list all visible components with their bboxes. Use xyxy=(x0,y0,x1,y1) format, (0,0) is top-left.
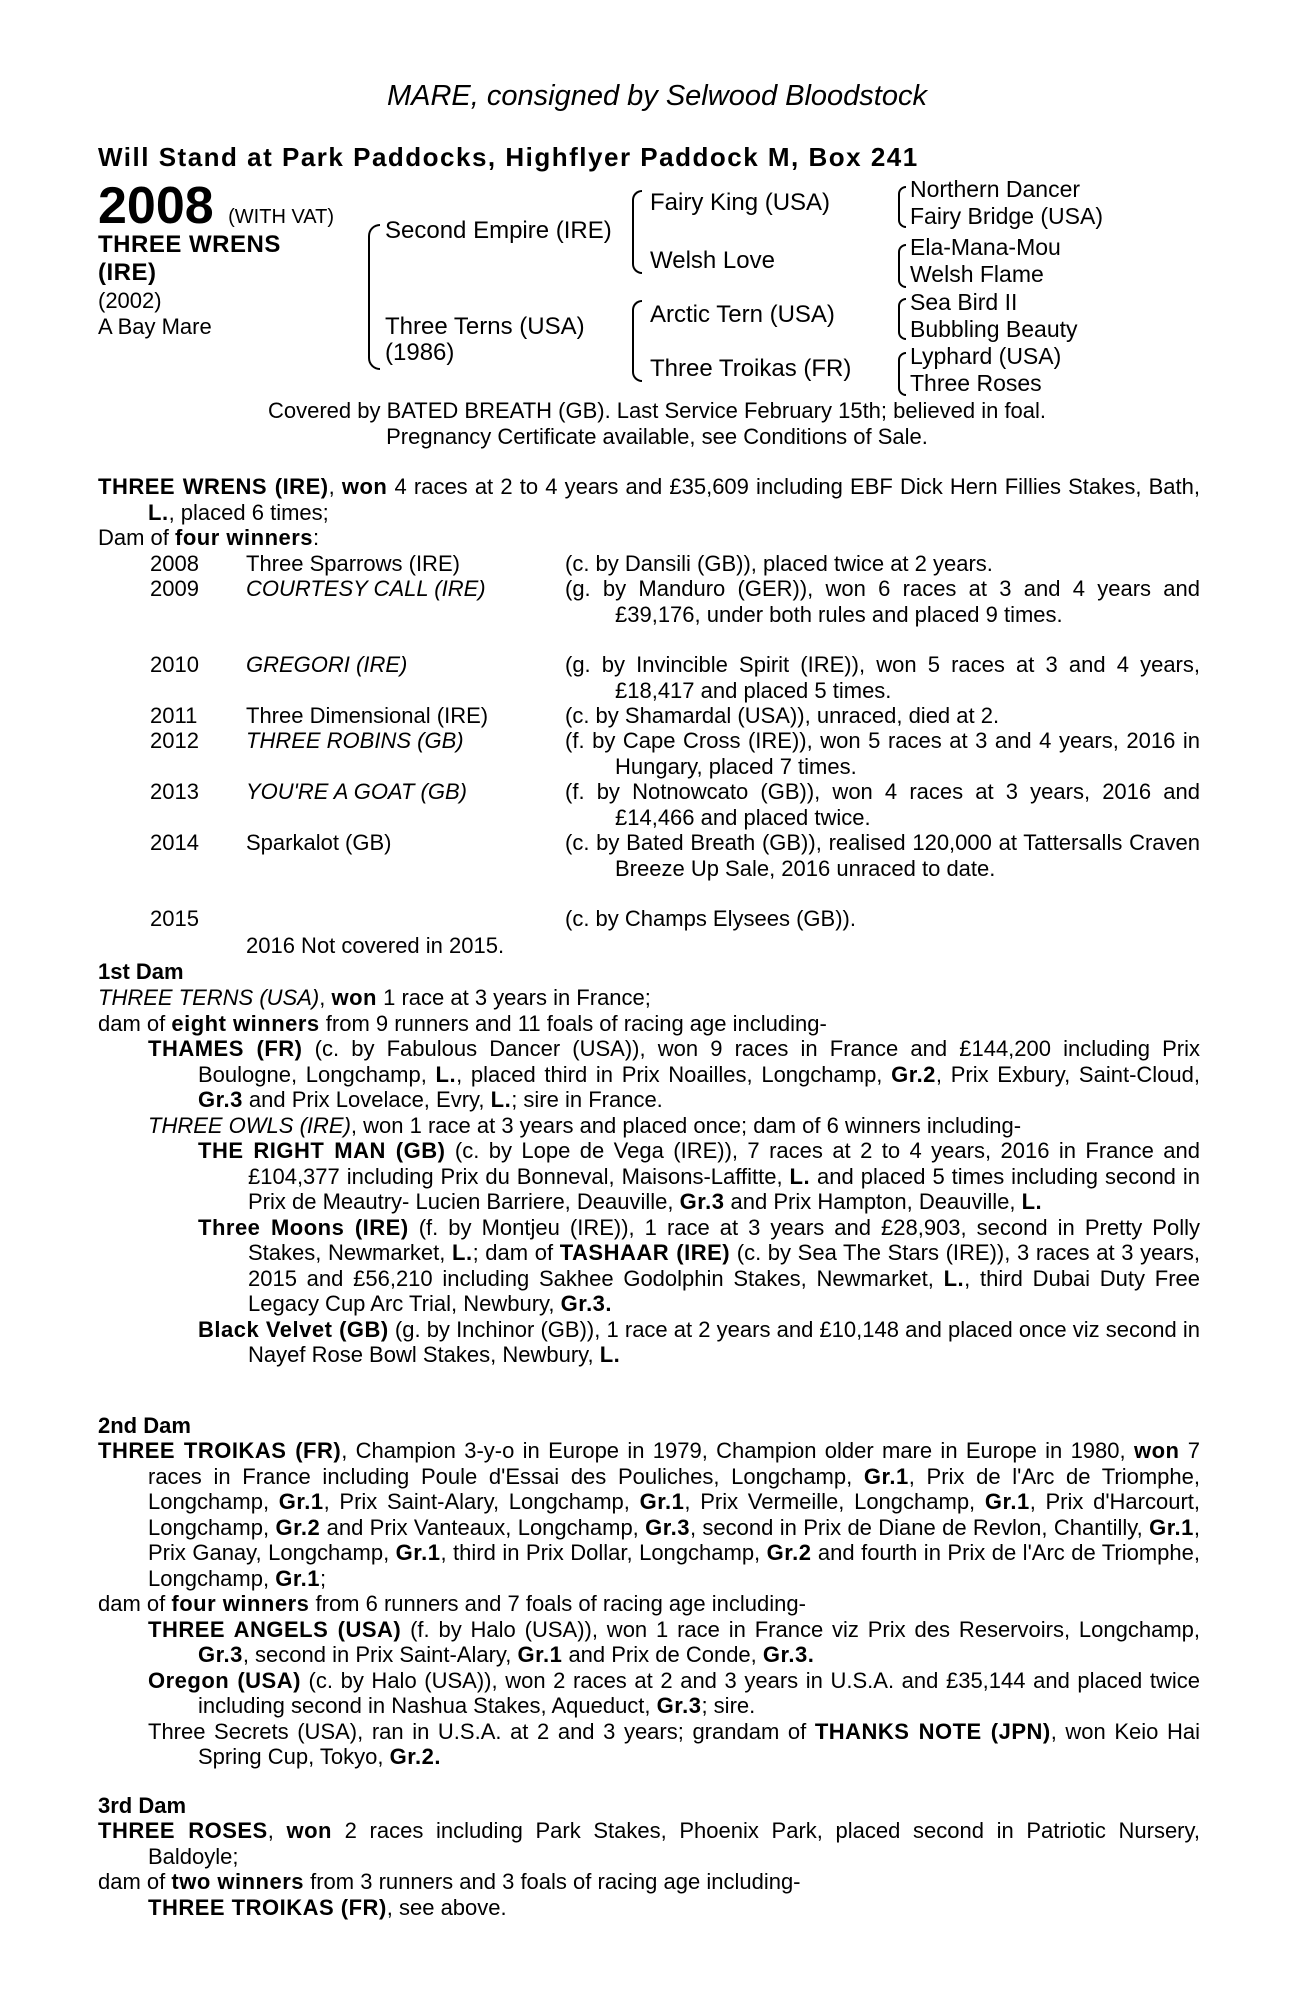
dam-text: , Champion 3-y-o in Europe in 1979, Champion older mare in Europe in 1980, xyxy=(341,1438,1134,1463)
progeny-text: , third Dubai Duty Free Legacy Cup Arc Trial, Newbury, xyxy=(248,1265,1201,1316)
progeny-text: ; sire in France. xyxy=(511,1087,663,1112)
pedigree-sd: Welsh Love xyxy=(650,247,775,274)
grade-mark: Gr.2 xyxy=(891,1061,936,1087)
dam-text: 2 races including Park Stakes, Phoenix Park, placed second in Patriotic Nursery, Baldoyle; xyxy=(148,1818,1200,1869)
first-dam-record: 1 race at 3 years in France; xyxy=(376,985,651,1010)
listed-mark: L. xyxy=(435,1061,457,1087)
pedigree-dss: Sea Bird II xyxy=(910,289,1018,315)
progeny-name: THANKS NOTE (JPN) xyxy=(814,1718,1051,1744)
progeny-list xyxy=(150,551,1200,941)
dam-of-label: Dam of xyxy=(98,525,176,550)
first-dam-name: THREE TERNS (USA) xyxy=(98,985,320,1010)
mare-name: THREE WRENS (IRE) xyxy=(98,474,329,499)
pedigree-brace-sire xyxy=(632,190,642,274)
progeny-text: , second in Prix Saint-Alary, xyxy=(242,1642,518,1667)
third-dam-heading: 3rd Dam xyxy=(98,1793,187,1818)
grade-mark: Gr.1 xyxy=(275,1565,321,1591)
progeny-text: , Prix Exbury, Saint-Cloud, xyxy=(935,1061,1200,1087)
progeny-text: , won 1 race at 3 years and placed once; dam of 6 winners including- xyxy=(350,1112,1022,1138)
pedigree-brace-dam xyxy=(632,300,642,382)
progeny-description: (g. by Manduro (GER)), won 6 races at 3 and 4 years and £39,176, under both rules and placed 9 times. xyxy=(565,576,1200,627)
pedigree-dam: Three Terns (USA) xyxy=(385,313,585,340)
winners-count: four winners xyxy=(171,1591,310,1616)
dam-text: and fourth in Prix de l'Arc de Triomphe, Longchamp, xyxy=(148,1540,1200,1591)
dam-text: and Prix Vanteaux, Longchamp, xyxy=(320,1514,646,1540)
grade-mark: Gr.1 xyxy=(984,1489,1030,1514)
progeny-description: (g. by Invincible Spirit (IRE)), won 5 races at 3 and 4 years, £18,417 and placed 5 times. xyxy=(565,652,1200,703)
progeny-name: COURTESY CALL (IRE) xyxy=(246,576,486,601)
progeny-name: Three Sparrows (IRE) xyxy=(246,551,460,576)
pedigree-dd: Three Troikas (FR) xyxy=(650,355,852,382)
not-covered-note: 2016 Not covered in 2015. xyxy=(246,933,505,958)
pedigree-dsd: Bubbling Beauty xyxy=(910,316,1078,342)
progeny-year: 2012 xyxy=(150,728,199,753)
mare-record-text-end: , placed 6 times; xyxy=(168,499,329,525)
pedigree-ddd: Three Roses xyxy=(910,370,1042,396)
progeny-text: , see above. xyxy=(386,1894,507,1920)
progeny-text: (g. by Inchinor (GB)), 1 race at 2 years and £10,148 and placed once viz second in Nayef Rose Bowl Stakes, Newbury, xyxy=(248,1316,1200,1367)
grade-mark: Gr.1 xyxy=(517,1642,563,1667)
progeny-name: THAMES (FR) xyxy=(148,1036,303,1061)
listed-mark: L. xyxy=(599,1342,621,1367)
dam-text: ; xyxy=(320,1565,327,1591)
grade-mark: Gr.1 xyxy=(1149,1514,1194,1540)
progeny-description: (c. by Dansili (GB)), placed twice at 2 years. xyxy=(565,551,993,576)
pedigree-ds: Arctic Tern (USA) xyxy=(650,301,835,328)
won-label: won xyxy=(331,985,377,1010)
second-dam-heading: 2nd Dam xyxy=(98,1413,191,1438)
stand-location: Will Stand at Park Paddocks, Highflyer Paddock M, Box 241 xyxy=(98,142,919,172)
grade-mark: Gr.1 xyxy=(639,1489,685,1514)
third-dam-section xyxy=(98,1818,1200,1920)
dam-of-label: dam of xyxy=(98,1010,172,1036)
pedigree-brace-dd xyxy=(898,352,906,396)
progeny-description: (f. by Cape Cross (IRE)), won 5 races at 3 and 4 years, 2016 in Hungary, placed 7 times. xyxy=(565,728,1200,779)
catalogue-header: MARE, consigned by Selwood Bloodstock xyxy=(386,80,927,112)
progeny-description: (c. by Shamardal (USA)), unraced, died at 2. xyxy=(565,703,1000,728)
won-label: won xyxy=(286,1818,332,1843)
progeny-description: (c. by Champs Elysees (GB)). xyxy=(565,906,856,931)
grade-mark: Gr.1 xyxy=(863,1463,909,1489)
pedigree-sss: Northern Dancer xyxy=(910,176,1081,202)
progeny-text: and Prix Hampton, Deauville, xyxy=(724,1189,1022,1214)
progeny-name: THREE ROBINS (GB) xyxy=(246,728,464,753)
progeny-year: 2014 xyxy=(150,830,199,855)
dam-text: , xyxy=(267,1818,287,1843)
pedigree-brace-ss xyxy=(898,186,906,228)
listed-mark: L. xyxy=(148,499,169,525)
dam-of-text: from 9 runners and 11 foals of racing age including- xyxy=(319,1010,827,1036)
progeny-year: 2015 xyxy=(150,906,199,931)
progeny-name: TASHAAR (IRE) xyxy=(559,1240,731,1265)
winners-count: eight winners xyxy=(171,1010,320,1036)
progeny-text: and Prix de Conde, xyxy=(562,1642,763,1667)
grade-mark: Gr.3 xyxy=(198,1087,243,1112)
progeny-name: Sparkalot (GB) xyxy=(246,830,392,855)
dam-text: , third in Prix Dollar, Longchamp, xyxy=(440,1540,767,1565)
progeny-name: Oregon (USA) xyxy=(148,1667,301,1693)
progeny-text: ; dam of xyxy=(472,1240,560,1265)
first-dam-heading: 1st Dam xyxy=(98,959,184,984)
progeny-text: and placed 5 times including second in Prix de Meautry- Lucien Barriere, Deauville, xyxy=(248,1163,1200,1214)
grade-mark: Gr.2 xyxy=(766,1540,812,1565)
progeny-text: ; sire. xyxy=(701,1693,756,1718)
progeny-description: (f. by Notnowcato (GB)), won 4 races at 3 years, 2016 and £14,466 and placed twice. xyxy=(565,779,1200,830)
grade-mark: Gr.3 xyxy=(656,1693,702,1718)
progeny-name: THE RIGHT MAN (GB) xyxy=(198,1138,446,1163)
covering-status: Covered by BATED BREATH (GB). Last Service February 15th; believed in foal. xyxy=(267,398,1047,423)
mare-race-record: THREE WRENS (IRE), won 4 races at 2 to 4 years and £35,609 including EBF Dick Hern Fillies Stakes, Bath, L., placed 6 times; Dam of four winners: xyxy=(98,474,1200,550)
dam-text: , Prix d'Harcourt, Longchamp, xyxy=(148,1489,1200,1540)
pedigree-dds: Lyphard (USA) xyxy=(910,343,1062,369)
progeny-text: (f. by Halo (USA)), won 1 race in France viz Prix des Reservoirs, Longchamp, xyxy=(401,1616,1200,1642)
pedigree-dam-year: (1986) xyxy=(385,339,455,366)
first-dam-section: THREE TERNS (USA), won 1 race at 3 years in France; dam of eight winners from 9 runners and 11 foals of racing age including- THAMES (FR) (c. by Fabulous Dancer (USA)), won 9 races in France and £144,200 including Prix Boulogne, Longchamp, L., placed third in Prix Noailles, Longchamp, Gr.2, Prix Exbury, Saint-Cloud, Gr.3 and Prix Lovelace, Evry, L.; sire in France. THREE OWLS (IRE), won 1 race at 3 years and placed once; dam of 6 winners including- THE RIGHT MAN (GB) (c. by Lope de Vega (IRE)), 7 races at 2 to 4 years, 2016 in France and £104,377 including Prix du Bonneval, Maisons-Laffitte, L. and placed 5 times including second in Prix de Meautry- Lucien Barriere, Deauville, Gr.3 and Prix Hampton, Deauville, L. Three Moons (IRE) (f. by Montjeu (IRE)), 1 race at 3 years and £28,903, second in Pretty Polly Stakes, Newmarket, L.; dam of TASHAAR (IRE) (c. by Sea The Stars (IRE)), 3 races at 3 years, 2015 and £56,210 including Sakhee Godolphin Stakes, Newmarket, L., third Dubai Duty Free Legacy Cup Arc Trial, Newbury, Gr.3. Black Velvet (GB) (g. by Inchinor (GB)), 1 race at 2 years and £10,148 and placed once viz second in Nayef Rose Bowl Stakes, Newbury, L. xyxy=(98,985,1201,1367)
grade-mark: Gr.3. xyxy=(560,1291,613,1316)
progeny-year: 2010 xyxy=(150,652,199,677)
listed-mark: L. xyxy=(452,1240,473,1265)
lot-number-value: 2008 xyxy=(98,177,214,235)
grade-mark: Gr.3. xyxy=(762,1642,815,1667)
pedigree-sds: Ela-Mana-Mou xyxy=(910,234,1061,260)
second-dam-section xyxy=(98,1438,1200,1770)
progeny-year: 2008 xyxy=(150,551,199,576)
vat-note: (WITH VAT) xyxy=(228,206,335,228)
progeny-text: and Prix Lovelace, Evry, xyxy=(242,1087,491,1112)
progeny-text: , placed third in Prix Noailles, Longchamp, xyxy=(456,1061,892,1087)
grade-mark: Gr.3 xyxy=(198,1642,243,1667)
grade-mark: Gr.2. xyxy=(389,1744,442,1769)
progeny-year: 2013 xyxy=(150,779,199,804)
progeny-name: GREGORI (IRE) xyxy=(246,652,408,677)
progeny-text: , won Keio Hai Spring Cup, Tokyo, xyxy=(198,1718,1200,1769)
won-label: won xyxy=(1133,1438,1180,1463)
horse-name: THREE WRENS xyxy=(98,231,281,258)
dam-of-text: from 6 runners and 7 foals of racing age including- xyxy=(309,1591,806,1616)
progeny-name: Black Velvet (GB) xyxy=(198,1316,389,1342)
pedigree-sdd: Welsh Flame xyxy=(910,261,1044,287)
progeny-name: THREE OWLS (IRE) xyxy=(148,1112,351,1138)
listed-mark: L. xyxy=(1021,1189,1043,1214)
dam-text: , Prix Saint-Alary, Longchamp, xyxy=(323,1489,640,1514)
pedigree-ss: Fairy King (USA) xyxy=(650,189,831,216)
dam-of-text: from 3 runners and 3 foals of racing age including- xyxy=(304,1869,801,1894)
pedigree-brace-ds xyxy=(898,298,906,340)
dam-text: 7 races in France including Poule d'Essai des Pouliches, Longchamp, xyxy=(148,1438,1201,1489)
horse-description: A Bay Mare xyxy=(98,314,212,339)
grade-mark: Gr.2 xyxy=(275,1514,321,1540)
progeny-text: (f. by Montjeu (IRE)), 1 race at 3 years and £28,903, second in Pretty Polly Stakes, Newmarket, xyxy=(248,1214,1200,1265)
progeny-name: YOU'RE A GOAT (GB) xyxy=(246,779,467,804)
progeny-description: (c. by Bated Breath (GB)), realised 120,000 at Tattersalls Craven Breeze Up Sale, 2016 unraced to date. xyxy=(565,830,1200,881)
dam-text: , Prix de l'Arc de Triomphe, Longchamp, xyxy=(148,1463,1200,1514)
third-dam-name: THREE ROSES xyxy=(98,1818,268,1843)
horse-suffix: (IRE) xyxy=(98,259,157,286)
grade-mark: Gr.1 xyxy=(278,1489,324,1514)
progeny-text: Three Secrets (USA), ran in U.S.A. at 2 and 3 years; grandam of xyxy=(148,1718,815,1744)
winners-count: four winners xyxy=(175,525,314,550)
progeny-name: Three Moons (IRE) xyxy=(198,1214,409,1240)
pedigree-ssd: Fairy Bridge (USA) xyxy=(910,203,1103,229)
pedigree-brace-main xyxy=(368,224,380,370)
pedigree-brace-sd xyxy=(898,244,906,288)
dam-of-label: dam of xyxy=(98,1869,172,1894)
listed-mark: L. xyxy=(789,1163,811,1189)
grade-mark: Gr.3 xyxy=(645,1514,690,1540)
dam-of-label: dam of xyxy=(98,1591,172,1616)
grade-mark: Gr.1 xyxy=(395,1540,441,1565)
grade-mark: Gr.3 xyxy=(679,1189,725,1214)
dam-text: , Prix Vermeille, Longchamp, xyxy=(684,1489,985,1514)
dam-text: , second in Prix de Diane de Revlon, Chantilly, xyxy=(689,1514,1150,1540)
progeny-text: (c. by Fabulous Dancer (USA)), won 9 races in France and £144,200 including Prix Boulogne, Longchamp, xyxy=(198,1036,1200,1087)
listed-mark: L. xyxy=(943,1265,965,1291)
progeny-year: 2009 xyxy=(150,576,199,601)
pregnancy-certificate-note: Pregnancy Certificate available, see Conditions of Sale. xyxy=(386,424,928,449)
listed-mark: L. xyxy=(490,1087,512,1112)
progeny-name: THREE ANGELS (USA) xyxy=(148,1616,402,1642)
progeny-name: THREE TROIKAS (FR) xyxy=(148,1894,387,1920)
progeny-name: Three Dimensional (IRE) xyxy=(246,703,489,728)
progeny-year: 2011 xyxy=(150,703,198,728)
pedigree-sire: Second Empire (IRE) xyxy=(385,217,612,244)
colon: : xyxy=(313,525,320,550)
second-dam-name: THREE TROIKAS (FR) xyxy=(98,1438,342,1463)
mare-record-text: 4 races at 2 to 4 years and £35,609 including EBF Dick Hern Fillies Stakes, Bath, xyxy=(387,474,1200,499)
dam-text: , Prix Ganay, Longchamp, xyxy=(148,1514,1201,1565)
won-label: won xyxy=(341,474,388,499)
progeny-text: (c. by Halo (USA)), won 2 races at 2 and 3 years in U.S.A. and £35,144 and placed twice including second in Nashua Stakes, Aqueduct, xyxy=(198,1667,1200,1718)
progeny-text: (c. by Lope de Vega (IRE)), 7 races at 2 to 4 years, 2016 in France and £104,377 including Prix du Bonneval, Maisons-Laffitte, xyxy=(248,1138,1201,1189)
horse-foaled: (2002) xyxy=(98,288,162,313)
progeny-text: (c. by Sea The Stars (IRE)), 3 races at 3 years, 2015 and £56,210 including Sakhee Godolphin Stakes, Newmarket, xyxy=(248,1240,1201,1291)
winners-count: two winners xyxy=(171,1869,304,1894)
